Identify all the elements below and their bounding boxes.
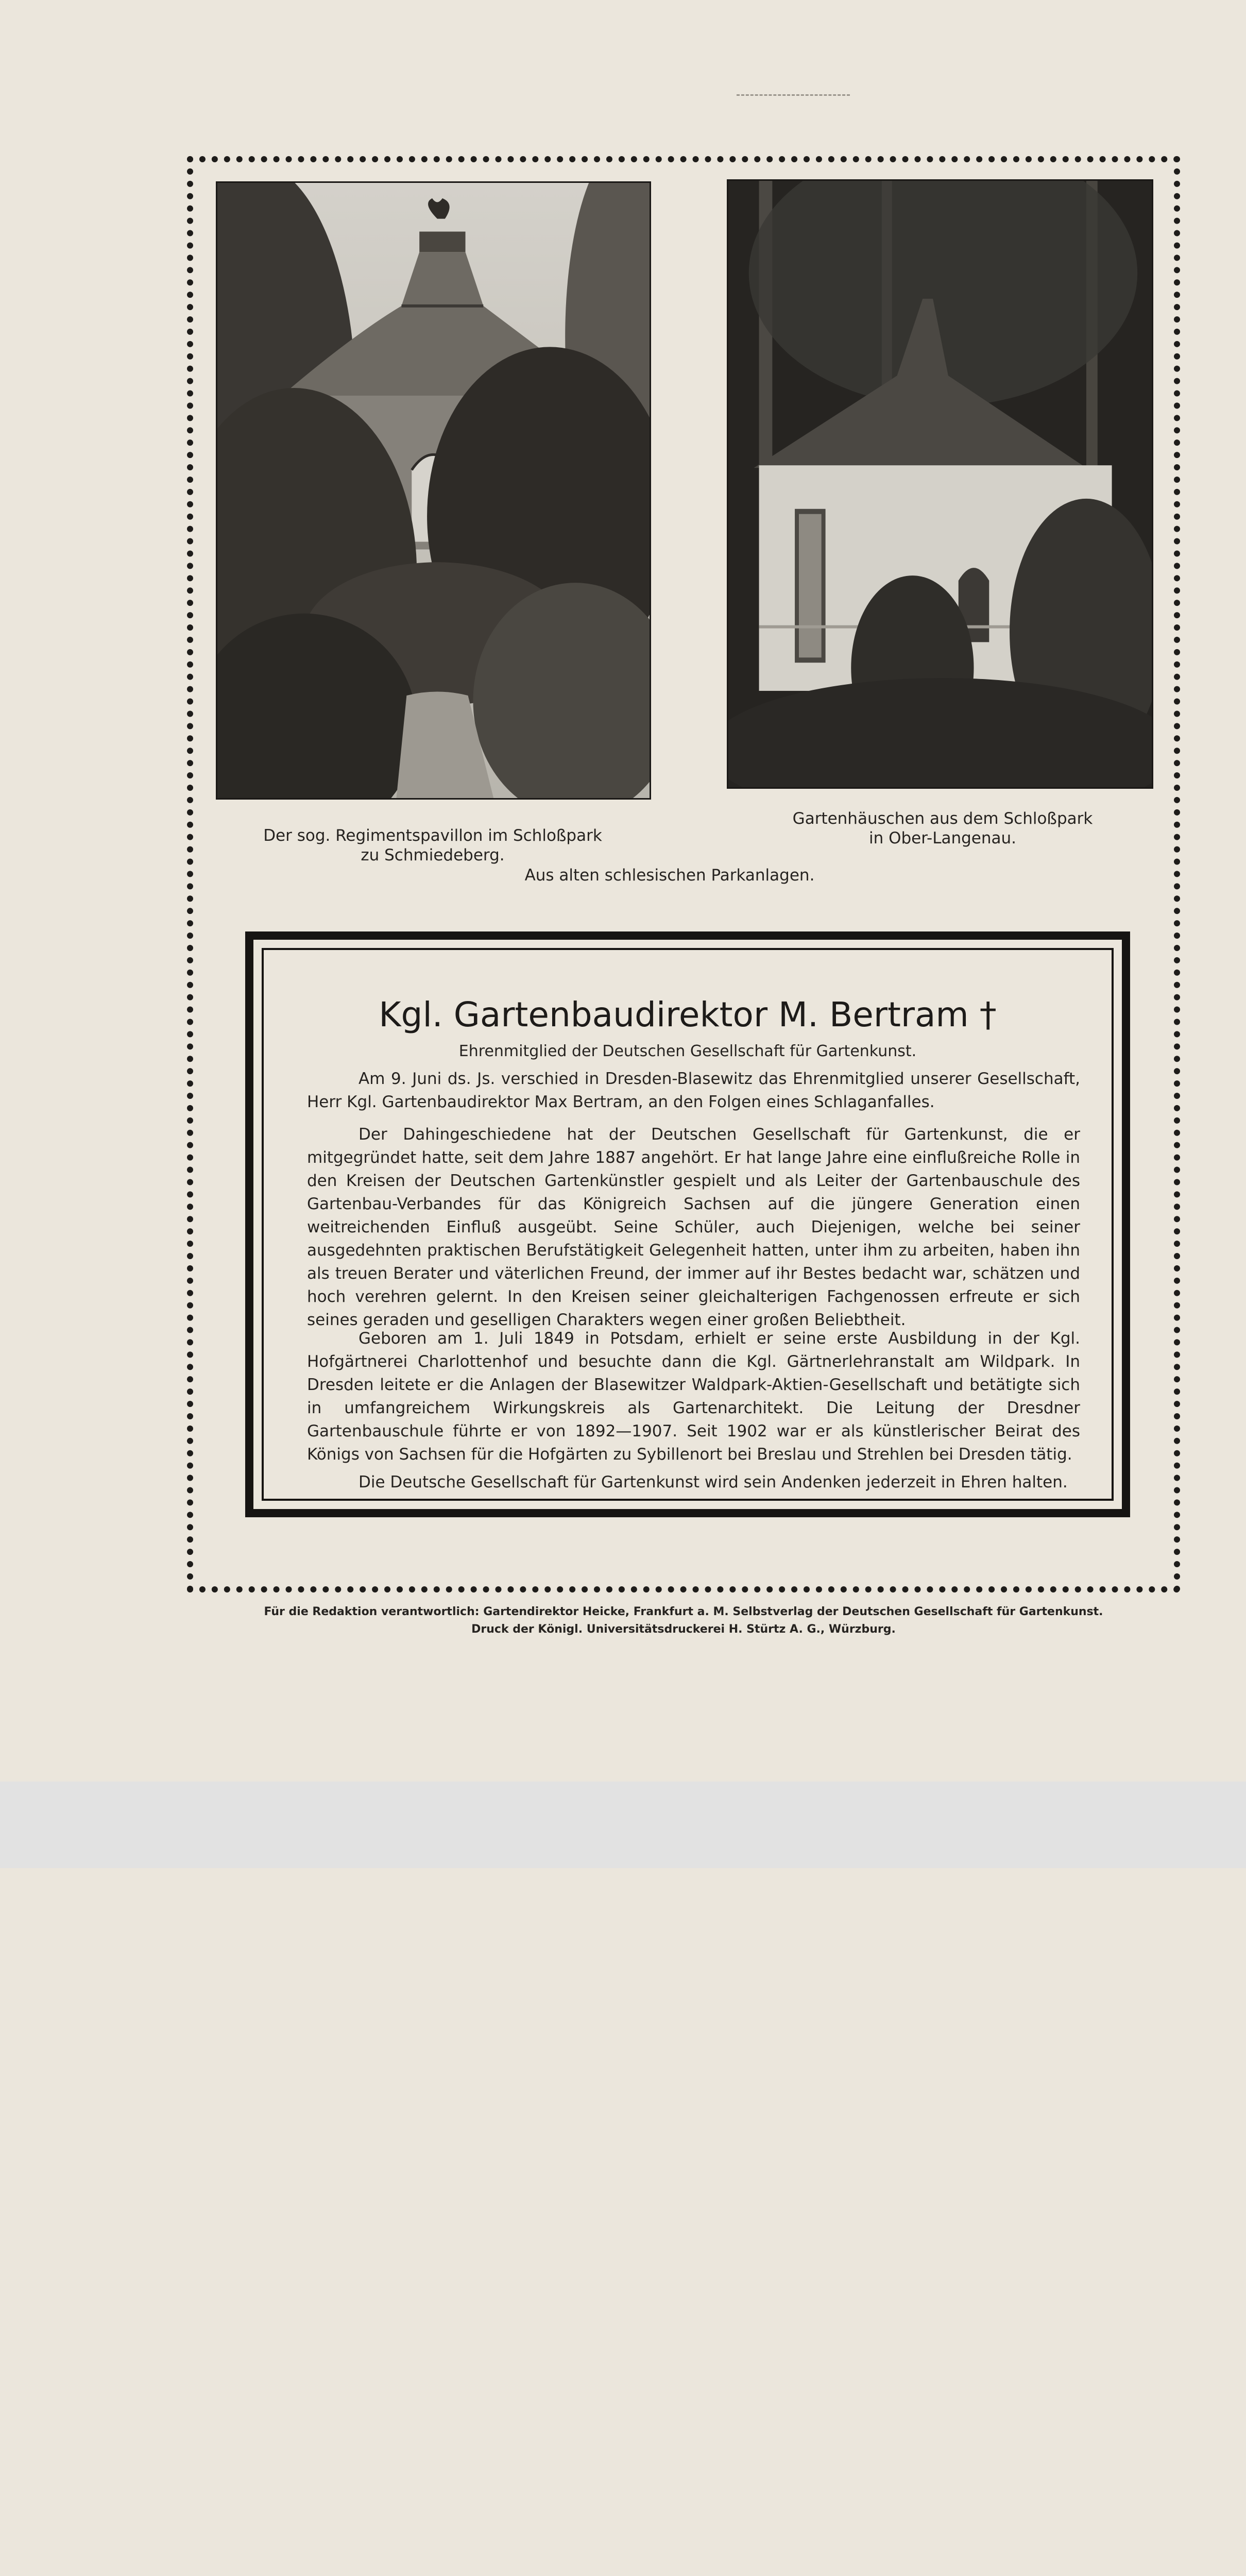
caption-left-line1: Der sog. Regimentspavillon im Schloßpark xyxy=(263,826,602,845)
obituary-paragraph: Die Deutsche Gesellschaft für Gartenkunst wird sein Andenken jederzeit in Ehren halten. xyxy=(359,1473,1068,1492)
print-mark xyxy=(737,94,850,96)
library-bar xyxy=(0,1782,1246,1868)
caption-right xyxy=(737,809,1149,848)
garden-house-photo-illustration xyxy=(728,181,1152,787)
obituary-inner-frame xyxy=(262,948,1114,1501)
caption-right-line1: Gartenhäuschen aus dem Schloßpark xyxy=(792,809,1093,828)
obituary-paragraph: Geboren am 1. Juli 1849 in Potsdam, erhielt er seine erste Ausbildung in der Kgl. Hofgärtnerei Charlottenhof und besuchte dann die Kgl. Gärtnerlehranstalt am Wildpark. In Dresden leitete er die Anlagen der Blasewitzer Waldpark-Aktien-Gesellschaft und betätigte sich in umfangreichem Wirkungskreis als Gartenarchitekt. Die Leitung der Dresdner Gartenbauschule führte er von 1892—1907. Seit 1902 war er als künstlerischer Beirat des Königs von Sachsen für die Hofgärten zu Sybillenort bei Breslau und Strehlen bei Dresden tätig. xyxy=(307,1329,1080,1464)
caption-right-line2: in Ober-Langenau. xyxy=(868,829,1017,848)
photo-regimentspavillon xyxy=(216,181,651,800)
pavilion-photo-illustration xyxy=(217,183,650,798)
obituary-paragraph: Am 9. Juni ds. Js. verschied in Dresden-Blasewitz das Ehrenmitglied unserer Gesellschaft, Herr Kgl. Gartenbaudirektor Max Bertram, an den Folgen eines Schlaganfalles. xyxy=(307,1070,1080,1111)
caption-left xyxy=(227,826,639,865)
obituary-box xyxy=(245,931,1130,1517)
photo-gartenhaeuschen xyxy=(727,179,1153,789)
obituary-paragraph: Der Dahingeschiedene hat der Deutschen Gesellschaft für Gartenkunst, die er mitgegründet hatte, seit dem Jahre 1887 angehört. Er hat lange Jahre eine einflußreiche Rolle in den Kreisen der Deutschen Gartenkünstler gespielt und als Leiter der Gartenbauschule des Gartenbau-Verbandes für das Königreich Sachsen auf die jüngere Generation einen weitreichenden Einfluß ausgeübt. Seine Schüler, auch Diejenigen, welche bei seiner ausgedehnten praktischen Berufstätigkeit Gelegenheit hatten, unter ihm zu arbeiten, haben ihn als treuen Berater und väterlichen Freund, der immer auf ihr Bestes bedacht war, schätzen und hoch verehren gelernt. In den Kreisen seiner gleichalterigen Fachgenossen erfreute er sich seines geraden und geselligen Charakters wegen einer großen Beliebtheit. xyxy=(307,1125,1080,1329)
imprint-line2: Druck der Königl. Universitätsdruckerei H. Stürtz A. G., Würzburg. xyxy=(471,1623,896,1636)
caption-left-line2: zu Schmiedeberg. xyxy=(361,846,505,865)
obituary-subtitle: Ehrenmitglied der Deutschen Gesellschaft für Gartenkunst. xyxy=(458,1042,917,1060)
imprint-footer xyxy=(187,1603,1180,1638)
caption-shared: Aus alten schlesischen Parkanlagen. xyxy=(524,866,815,885)
obituary-title: Kgl. Gartenbaudirektor M. Bertram † xyxy=(379,995,997,1035)
imprint-line1: Für die Redaktion verantwortlich: Gartendirektor Heicke, Frankfurt a. M. Selbstverlag der Deutschen Gesellschaft für Gartenkunst. xyxy=(264,1605,1103,1618)
